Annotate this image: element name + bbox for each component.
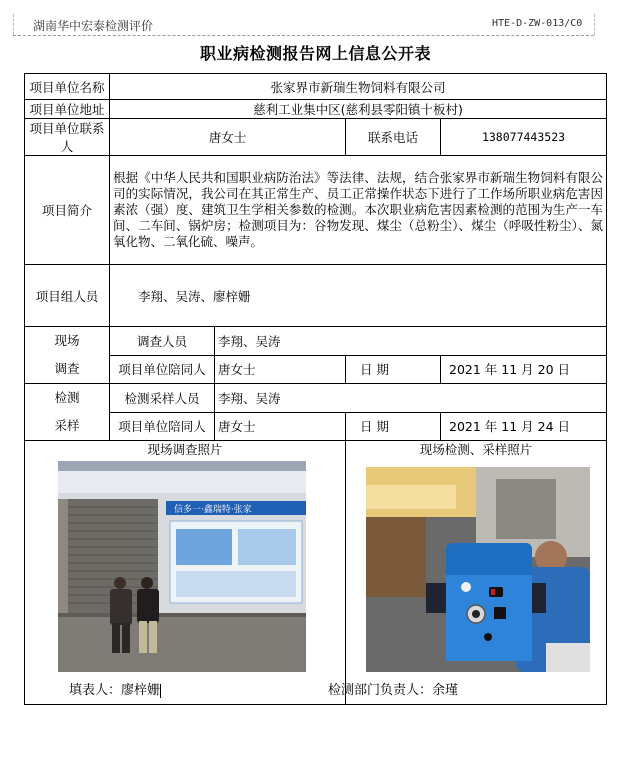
sampling-date-value: 2021 年 11 月 24 日 <box>441 412 607 441</box>
sampling-date-label: 日 期 <box>346 412 441 441</box>
survey-photo-title: 现场调查照片 <box>147 442 223 457</box>
sampling-escort-label: 项目单位陪同人 <box>110 412 215 441</box>
address-value: 慈利工业集中区(慈利县零阳镇十板村) <box>110 100 607 119</box>
survey-label <box>25 327 110 384</box>
footer-filler <box>69 679 161 698</box>
investigators-value: 李翔、吴涛 <box>215 327 607 356</box>
survey-escort-value: 唐女士 <box>215 355 346 384</box>
survey-photo-banner: 信多一·鑫瑞特·张家 <box>174 505 252 515</box>
team-value: 李翔、吴涛、廖梓姗 <box>110 265 607 327</box>
header-corner-right <box>594 14 595 35</box>
sampling-photo-cell <box>346 441 607 705</box>
survey-label-bottom: 调查 <box>54 361 80 376</box>
page-title: 职业病检测报告网上信息公开表 <box>199 44 431 63</box>
sampling-photo-title: 现场检测、采样照片 <box>419 442 533 457</box>
sampling-photo-image <box>366 467 590 672</box>
sampling-photo <box>366 467 590 672</box>
phone-label: 联系电话 <box>346 119 441 156</box>
filler-label: 填表人： <box>69 683 122 698</box>
sampling-label-top: 检测 <box>54 390 80 405</box>
intro-label: 项目简介 <box>25 156 110 265</box>
contact-label: 项目单位联系人 <box>25 119 110 156</box>
filler-value: 廖梓姗 <box>121 683 161 698</box>
samplers-label: 检测采样人员 <box>110 384 215 413</box>
survey-escort-label: 项目单位陪同人 <box>110 355 215 384</box>
survey-date-label: 日 期 <box>346 355 441 384</box>
info-table <box>24 73 607 705</box>
header-corner-left <box>13 14 14 35</box>
sampling-label-bottom: 采样 <box>54 418 80 433</box>
samplers-value: 李翔、吴涛 <box>215 384 607 413</box>
header-org: 湖南华中宏泰检测评价 <box>33 19 154 33</box>
team-label: 项目组人员 <box>25 265 110 327</box>
manager-value: 余瑾 <box>432 683 459 698</box>
sampling-label <box>25 384 110 441</box>
survey-label-top: 现场 <box>54 333 80 348</box>
survey-photo-cell <box>25 441 346 705</box>
sampling-escort-value: 唐女士 <box>215 412 346 441</box>
phone-value: 138077443523 <box>441 119 607 156</box>
manager-label: 检测部门负责人： <box>328 683 433 698</box>
address-label: 项目单位地址 <box>25 100 110 119</box>
text-cursor <box>160 684 161 698</box>
unit-name-label: 项目单位名称 <box>25 74 110 100</box>
unit-name-value: 张家界市新瑞生物饲料有限公司 <box>110 74 607 100</box>
header-doc-code: HTE-D-ZW-013/C0 <box>492 18 583 29</box>
survey-date-value: 2021 年 11 月 20 日 <box>441 355 607 384</box>
survey-photo-image <box>58 461 306 672</box>
header-divider <box>13 35 594 36</box>
investigators-label: 调查人员 <box>110 327 215 356</box>
contact-value: 唐女士 <box>110 119 346 156</box>
survey-photo <box>58 461 306 672</box>
intro-text: 根据《中华人民共和国职业病防治法》等法律、法规，结合张家界市新瑞生物饲料有限公司的实际情况，我公司在其正常生产、员工正常操作状态下进行了工作场所职业病危害因素浓（强）度、建筑卫生学相关参数的检测。本次职业病危害因素检测的范围为生产一车间、二车间、锅炉房；检测项目为：谷物发现、煤尘（总粉尘）、煤尘（呼吸性粉尘）、氮氧化物、二氧化硫、噪声。 <box>110 156 607 265</box>
footer-manager <box>328 679 458 698</box>
